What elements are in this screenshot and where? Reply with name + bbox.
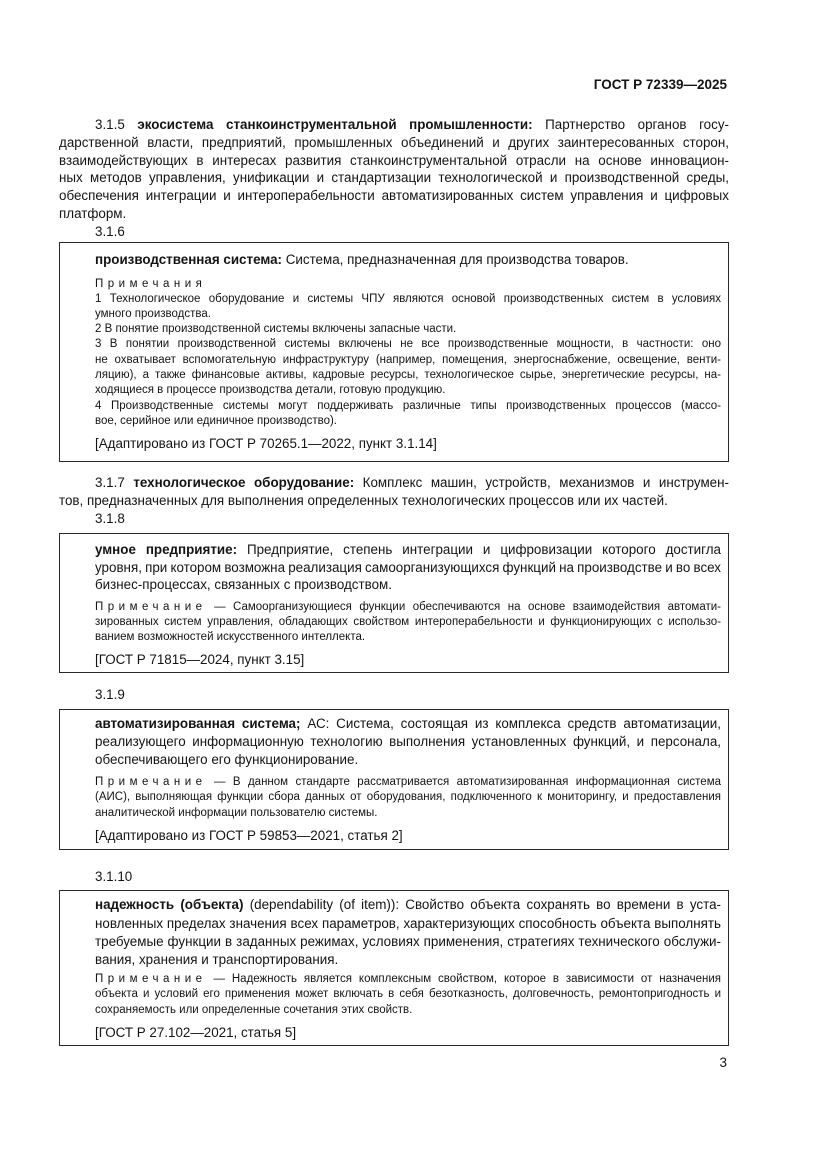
clause-number: 3.1.5 — [95, 117, 125, 132]
note-line: вое, серийное или единичное производство). — [95, 414, 337, 427]
definition-text: Система, предназначенная для производства товаров. — [285, 252, 629, 267]
notes-heading: Примечания — [95, 277, 207, 290]
definition-line: тов, предназначенных для выполнения определенных технологических процессов или их частей. — [59, 492, 668, 508]
definition-line: уровня, при котором возможна реализация самоорганизующихся функций на производстве и во всех — [95, 559, 721, 575]
term: технологическое оборудование: — [133, 475, 355, 490]
term: надежность (объекта) — [95, 897, 244, 912]
definition-first-line — [95, 541, 721, 559]
definition-line: обеспечения интеграции и интероперабельности автоматизированных систем управления и цифровых — [59, 188, 729, 204]
definition-first-line — [95, 474, 729, 492]
note-line: ходящиеся в процессе производства детали, готовую продукцию. — [95, 384, 446, 397]
definition-first-line — [95, 715, 721, 733]
source-reference: [ГОСТ Р 71815—2024, пункт 3.15] — [95, 652, 305, 667]
source-reference: [ГОСТ Р 27.102—2021, статья 5] — [95, 1025, 297, 1040]
term: производственная система: — [95, 252, 282, 267]
source-reference: [Адаптировано из ГОСТ Р 59853—2021, статья 2] — [95, 828, 403, 843]
definition-line: требуемые функции в заданных режимах, условиях применения, стратегиях технического обслужи- — [95, 934, 721, 949]
definition-line: реализующего информационную технологию выполнения установленных функций, и персонала, — [95, 734, 721, 749]
note-label: Примечание — [95, 972, 207, 985]
note-line: сохраняемость или определенные сочетания этих свойств. — [95, 1003, 413, 1016]
document-number: ГОСТ Р 72339—2025 — [593, 77, 727, 92]
note-first-line — [95, 600, 721, 615]
note-line: ляцию), а также финансовые активы, кадровые ресурсы, технологическое сырье, энергетические ресурсы, на- — [95, 369, 721, 381]
clause-number: 3.1.8 — [95, 511, 125, 526]
page-number: 3 — [719, 1055, 727, 1070]
note-label: Примечание — [95, 600, 207, 613]
clause-number: 3.1.7 — [95, 475, 125, 490]
note-line: объекта и условий его применения может включать в себя безотказность, долговечность, ремонтопригодность и — [95, 988, 721, 1000]
definition-line: дарственной власти, предприятий, промышленных объединений и других заинтересованных сторон, — [59, 134, 729, 150]
note-first-line — [95, 972, 721, 987]
definition-text: Предприятие, степень интеграции и цифровизации которого достигла — [246, 542, 721, 557]
note-line: не охватывает вспомогательную инфраструктуру (например, помещения, энергоснабжение, освещение, венти- — [95, 353, 721, 366]
term: экосистема станкоинструментальной промышленности: — [137, 117, 533, 132]
definition-line: обеспечивающего его функционирование. — [95, 752, 359, 767]
definition-text: (dependability (of item)): Свойство объекта сохранять во времени в уста- — [249, 897, 721, 912]
note-line: (АИС), выполняющая функции сбора данных от оборудования, подключенного к мониторингу, и предоставления — [95, 791, 721, 803]
definition-text: Партнерство органов госу- — [545, 117, 729, 132]
note-line: 4 Производственные системы могут поддерживать различные типы производственных процессов (массо- — [95, 399, 721, 412]
definition-line: платформ. — [59, 206, 127, 221]
note-line: 1 Технологическое оборудование и системы ЧПУ являются основой производственных систем в условиях — [95, 292, 721, 305]
definition-first-line — [95, 116, 729, 134]
note-line: 3 В понятии производственной системы включены не все производственные мощности, в частности: оно — [95, 338, 721, 351]
term: автоматизированная система; — [95, 715, 301, 731]
definition-line: новленных пределах значения всех параметров, характеризующих способность объекта выполнять — [95, 915, 721, 931]
definition-first-line — [95, 251, 721, 269]
note-text: — Надежность является комплексным свойством, которое в зависимости от назначения — [213, 972, 721, 985]
note-text: — В данном стандарте рассматривается автоматизированная информационная система — [213, 775, 721, 788]
definition-text: АС: Система, состоящая из комплекса средств автоматизации, — [307, 715, 721, 731]
clause-number: 3.1.9 — [95, 687, 125, 702]
definition-line: вания, хранения и транспортирования. — [95, 952, 339, 967]
clause-number: 3.1.6 — [95, 223, 125, 239]
clause-number: 3.1.10 — [95, 869, 133, 884]
note-text: — Самоорганизующиеся функции обеспечиваются на основе взаимодействия автомати- — [214, 600, 721, 613]
definition-line: бизнес-процессах, связанных с производством. — [95, 577, 392, 592]
note-line: зированных систем управления, обладающих свойством интероперабельности и функционирующих с использо- — [95, 615, 721, 628]
source-reference: [Адаптировано из ГОСТ Р 70265.1—2022, пункт 3.1.14] — [95, 436, 437, 451]
term: умное предприятие: — [95, 542, 238, 557]
definition-line: ных методов управления, унификации и стандартизации технологической и производственной среды, — [59, 170, 729, 186]
note-line: аналитической информации пользователю системы. — [95, 806, 378, 819]
note-line: 2 В понятие производственной системы включены запасные части. — [95, 323, 457, 336]
definition-line: взаимодействующих в интересах развития станкоинструментальной отрасли на основе инновацион- — [59, 152, 729, 168]
note-first-line — [95, 775, 721, 790]
note-line: умного производства. — [95, 307, 211, 320]
definition-text: Комплекс машин, устройств, механизмов и инструмен- — [362, 475, 729, 490]
note-label: Примечание — [95, 775, 207, 788]
note-line: ванием возможностей искусственного интеллекта. — [95, 630, 366, 643]
definition-first-line — [95, 896, 721, 914]
